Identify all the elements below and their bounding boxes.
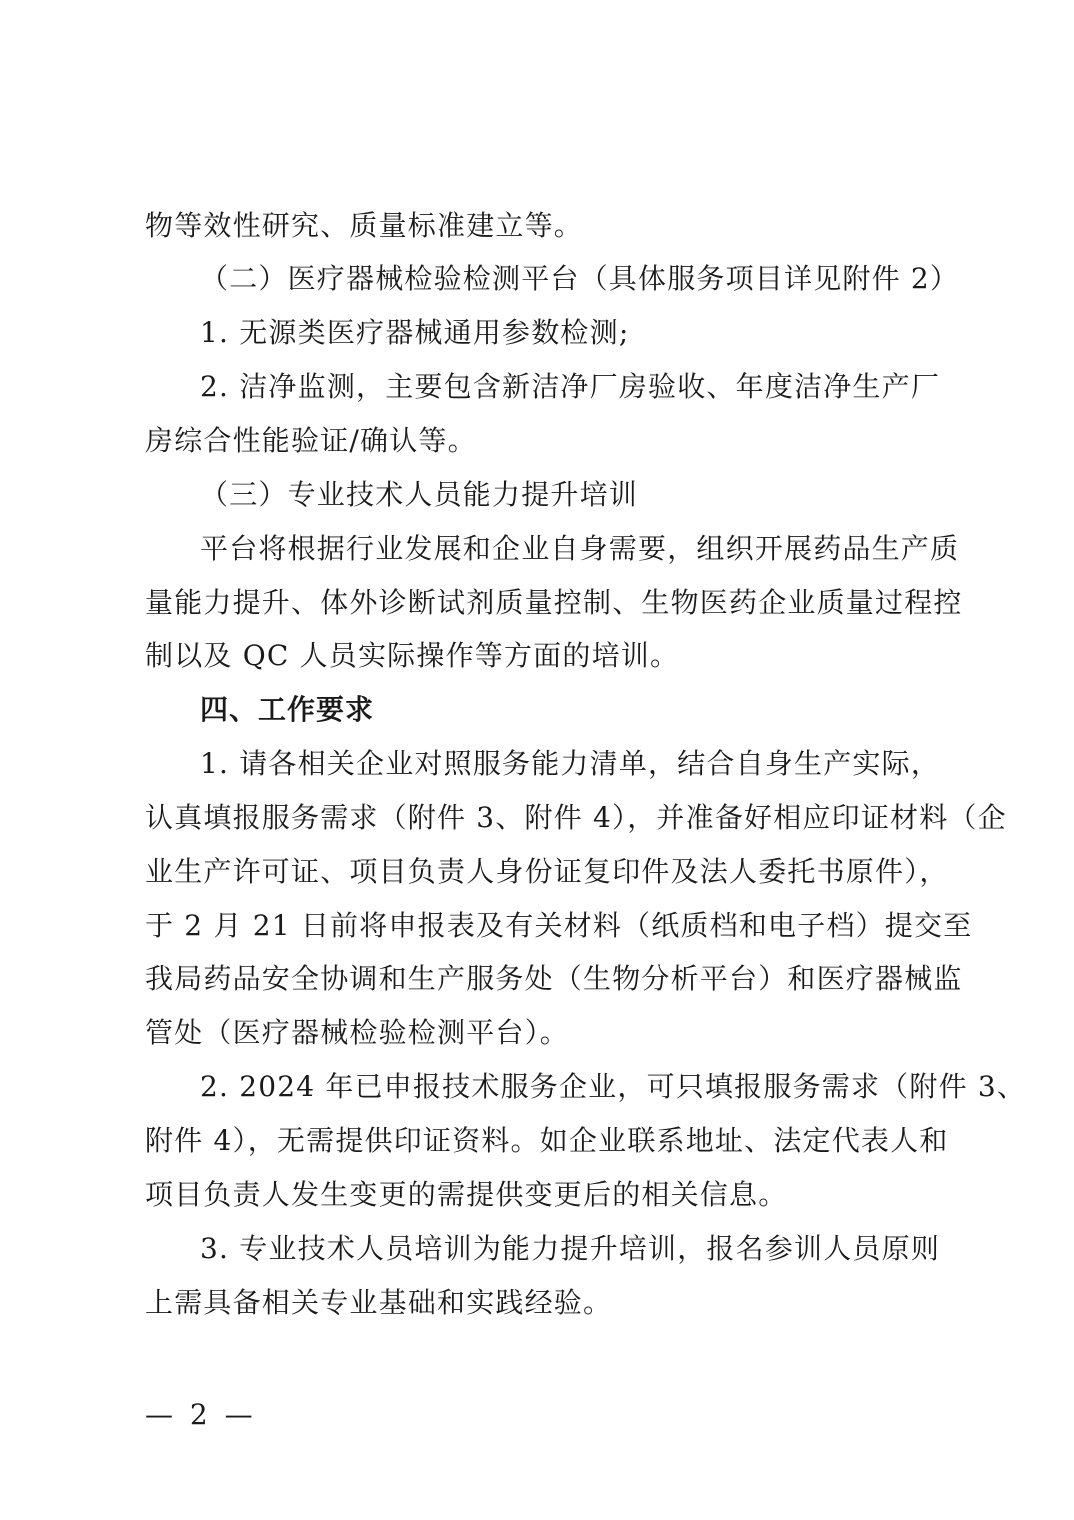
subsection-heading: （二）医疗器械检验检测平台（具体服务项目详见附件 2） (200, 262, 960, 295)
paragraph-line: 于 2 月 21 日前将申报表及有关材料（纸质档和电子档）提交至 (145, 909, 973, 942)
list-item: 2. 2024 年已申报技术服务企业，可只填报服务需求（附件 3、 (200, 1070, 1027, 1103)
paragraph-line: 房综合性能验证/确认等。 (145, 424, 477, 457)
paragraph-line: 附件 4），无需提供印证资料。如企业联系地址、法定代表人和 (145, 1124, 949, 1157)
subsection-heading: （三）专业技术人员能力提升培训 (200, 478, 639, 511)
section-heading: 四、工作要求 (200, 693, 375, 726)
paragraph-line: 量能力提升、体外诊断试剂质量控制、生物医药企业质量过程控 (145, 586, 963, 619)
paragraph-line: 制以及 QC 人员实际操作等方面的培训。 (145, 639, 680, 672)
paragraph-line: 业生产许可证、项目负责人身份证复印件及法人委托书原件）， (145, 855, 949, 888)
paragraph-line: 项目负责人发生变更的需提供变更后的相关信息。 (145, 1178, 788, 1211)
paragraph-line: 我局药品安全协调和生产服务处（生物分析平台）和医疗器械监 (145, 962, 963, 995)
list-item: 2. 洁净监测，主要包含新洁净厂房验收、年度洁净生产厂 (200, 370, 941, 403)
list-item: 3. 专业技术人员培训为能力提升培训，报名参训人员原则 (200, 1232, 941, 1265)
list-item: 1. 请各相关企业对照服务能力清单，结合自身生产实际， (200, 747, 941, 780)
paragraph-line: 管处（医疗器械检验检测平台）。 (145, 1016, 570, 1049)
paragraph-line: 认真填报服务需求（附件 3、附件 4），并准备好相应印证材料（企 (145, 801, 1007, 834)
paragraph-line: 上需具备相关专业基础和实践经验。 (145, 1286, 613, 1319)
list-item: 1. 无源类医疗器械通用参数检测; (200, 316, 630, 349)
page-number: — 2 — (145, 1398, 257, 1431)
paragraph-line: 平台将根据行业发展和企业自身需要，组织开展药品生产质 (200, 532, 960, 565)
paragraph-line: 物等效性研究、质量标准建立等。 (145, 209, 584, 242)
